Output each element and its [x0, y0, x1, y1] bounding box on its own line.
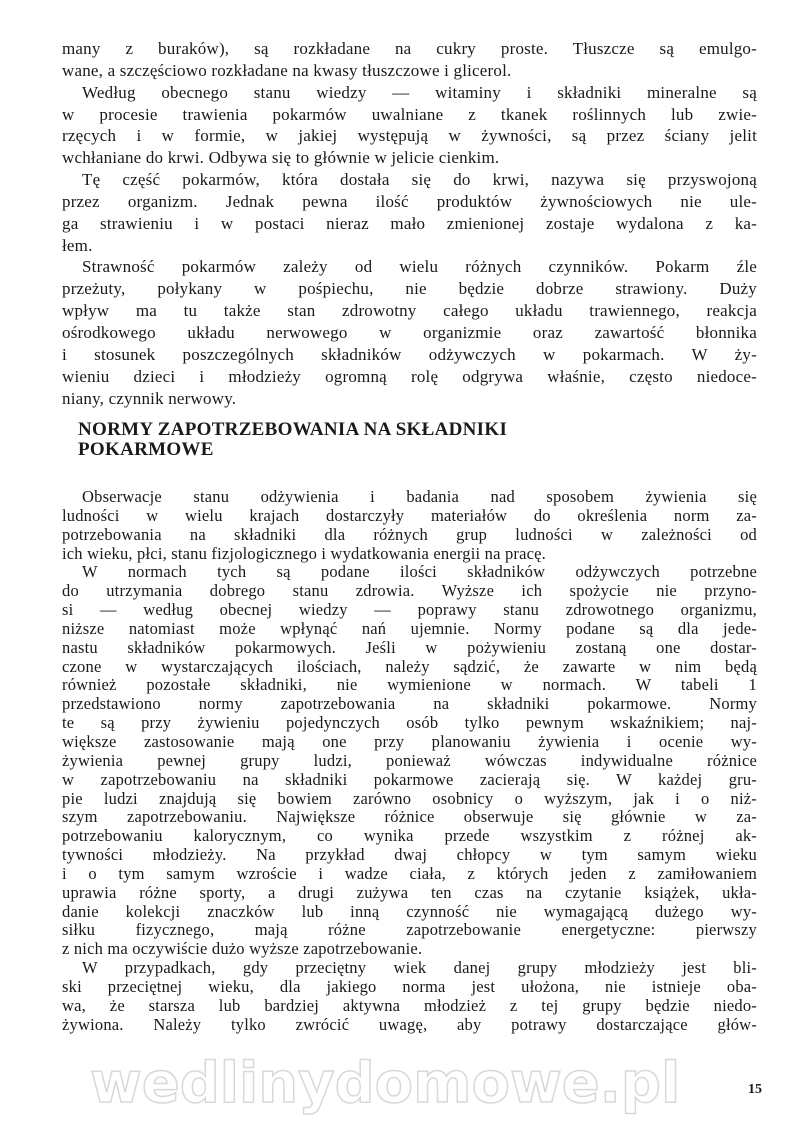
- text-line: Tę część pokarmów, która dostała się do krwi, nazywa się przyswojoną: [82, 170, 757, 190]
- heading-line: NORMY ZAPOTRZEBOWANIA NA SKŁADNIKI: [78, 419, 508, 440]
- paragraph: [62, 959, 757, 1034]
- text-line: W normach tych są podane ilości składników odżywczych potrzebne: [82, 562, 757, 582]
- text-line: Według obecnego stanu wiedzy — witaminy i składniki mineralne są: [82, 82, 757, 102]
- text-line: rzęcych i w formie, w jakiej występują w żywności, są przez ściany jelit: [62, 126, 757, 146]
- text-line: ga strawieniu i w postaci nieraz mało zmienionej zostaje wydalona z ka-: [62, 213, 757, 233]
- text-line: wpływ ma tu także stan zdrowotny całego układu trawiennego, reakcja: [62, 301, 757, 321]
- text-line: many z buraków), są rozkładane na cukry proste. Tłuszcze są emulgo-: [62, 39, 757, 58]
- text-line: przeżuty, połykany w pośpiechu, nie będzie dobrze strawiony. Duży: [62, 279, 757, 299]
- text-line: potrzebowania na składniki dla różnych grup ludności w zależności od: [62, 524, 757, 544]
- text-line: do utrzymania dobrego stanu zdrowia. Wyższe ich spożycie nie przyno-: [62, 581, 757, 601]
- text-line: potrzebowaniu kalorycznym, co wynika przede wszystkim z różnej ak-: [62, 826, 757, 846]
- text-line: w procesie trawienia pokarmów uwalniane z tkanek roślinnych lub zwie-: [62, 104, 757, 124]
- text-line: ski przeciętnej wieku, dla jakiego norma jest ułożona, nie istnieje oba-: [62, 976, 757, 996]
- watermark-logo: wedlinydomowe.pl: [90, 1051, 681, 1116]
- text-line: wieniu dzieci i młodzieży ogromną rolę odgrywa właśnie, często niedoce-: [62, 366, 757, 386]
- body-text-block: [62, 488, 757, 1034]
- text-line: żywiona. Należy tylko zwrócić uwagę, aby potrawy dostarczające głów-: [62, 1014, 757, 1034]
- paragraph: [62, 563, 757, 959]
- text-line: przedstawiono normy zapotrzebowania na składniki pokarmowe. Normy: [62, 694, 757, 714]
- text-line: ośrodkowego układu nerwowego w organizmie oraz zawartość błonnika: [62, 322, 757, 342]
- text-line: wa, że starsza lub bardziej aktywna młodzież z tej grupy będzie niedo-: [62, 995, 757, 1015]
- top-text-block: [62, 38, 757, 409]
- paragraph: [62, 488, 757, 563]
- text-line: W przypadkach, gdy przeciętny wiek danej grupy młodzieży jest bli-: [82, 958, 757, 978]
- text-line: niższe natomiast może wpłynąć nań ujemnie. Normy podane są dla jede-: [62, 618, 757, 638]
- text-line: te są przy żywieniu pojedynczych osób tylko pewnym wskaźnikiem; naj-: [62, 713, 757, 733]
- text-line: nastu składników pokarmowych. Jeśli w pożywieniu zostaną one dostar-: [62, 637, 757, 657]
- text-line: Obserwacje stanu odżywienia i badania nad sposobem żywienia się: [82, 487, 757, 506]
- text-line: wane, a szczęściowo rozkładane na kwasy tłuszczowe i glicerol.: [62, 60, 512, 80]
- text-line: czone w wystarczających ilościach, należy sądzić, że zawarte w nim będą: [62, 656, 757, 676]
- text-line: Strawność pokarmów zależy od wielu różnych czynników. Pokarm źle: [82, 257, 757, 277]
- text-line: niany, czynnik nerwowy.: [62, 388, 237, 408]
- text-line: i stosunek poszczególnych składników odżywczych w pokarmach. W ży-: [62, 344, 757, 364]
- text-line: wchłaniane do krwi. Odbywa się to głównie w jelicie cienkim.: [62, 148, 500, 168]
- text-line: w zapotrzebowaniu na składniki pokarmowe zacierają się. W każdej gru-: [62, 769, 757, 789]
- text-line: uprawia różne sporty, a drugi zużywa ten czas na czytanie książek, ukła-: [62, 882, 757, 902]
- text-line: żywienia pewnej grupy ludzi, ponieważ wówczas indywidualne różnice: [62, 750, 757, 770]
- text-line: przez organizm. Jednak pewna ilość produktów żywnościowych nie ule-: [62, 191, 757, 211]
- paragraph: [62, 38, 757, 82]
- page-number: 15: [748, 1082, 762, 1097]
- text-line: i o tym samym wzroście i wadze ciała, z których jeden z zamiłowaniem: [62, 863, 757, 883]
- paragraph: [62, 169, 757, 256]
- text-line: si — według obecnej wiedzy — poprawy stanu zdrowotnego organizmu,: [62, 600, 757, 620]
- text-line: ich wieku, płci, stanu fizjologicznego i wydatkowania energii na pracę.: [62, 543, 546, 563]
- text-line: tywności młodzieży. Na przykład dwaj chłopcy w tym samym wieku: [62, 845, 757, 865]
- text-line: siłku fizycznego, mają różne zapotrzebowanie energetyczne: pierwszy: [62, 920, 757, 940]
- heading-line: POKARMOWE: [78, 439, 214, 460]
- section-heading: [78, 420, 507, 460]
- text-line: z nich ma oczywiście dużo wyższe zapotrzebowanie.: [62, 939, 423, 959]
- text-line: pie ludzi znajdują się bowiem zarówno osobnicy o wyższym, jak i o niż-: [62, 788, 757, 808]
- text-line: większe zastosowanie mają one przy planowaniu żywienia i ocenie wy-: [62, 731, 757, 751]
- text-line: ludności w wielu krajach dostarczyły materiałów do określenia norm za-: [62, 505, 757, 525]
- text-line: również pozostałe składniki, nie wymienione w normach. W tabeli 1: [62, 675, 757, 695]
- paragraph: [62, 256, 757, 409]
- text-line: łem.: [62, 235, 93, 255]
- text-line: szym zapotrzebowaniu. Największe różnice obserwuje się głównie w za-: [62, 807, 757, 827]
- text-line: danie kolekcji znaczków lub inną czynność nie wymagającą dużego wy-: [62, 901, 757, 921]
- paragraph: [62, 82, 757, 169]
